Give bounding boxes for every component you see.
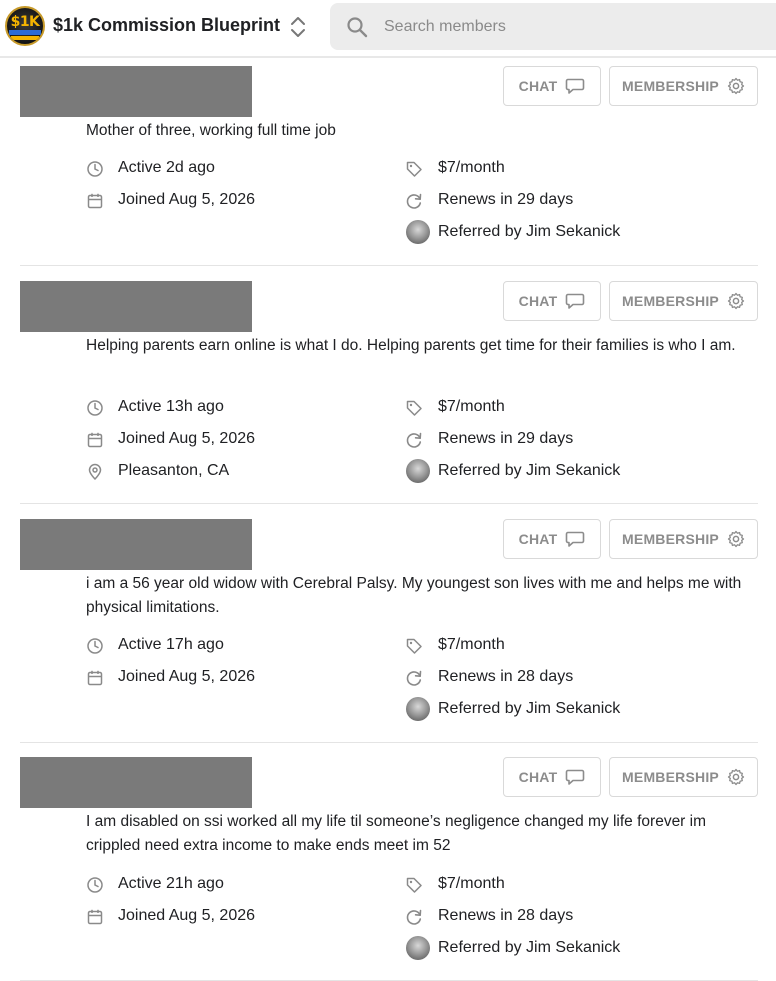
chat-button[interactable] <box>503 66 601 106</box>
membership-button[interactable] <box>609 66 758 106</box>
clock-icon <box>86 876 104 894</box>
group-logo[interactable] <box>5 6 45 46</box>
renew-icon <box>405 431 423 449</box>
membership-renewal: Renews in 28 days <box>438 907 574 924</box>
membership-price: $7/month <box>438 159 505 176</box>
price-tag-icon <box>405 876 423 894</box>
membership-price: $7/month <box>438 398 505 415</box>
member-last-active: Active 17h ago <box>118 636 224 653</box>
renew-icon <box>405 908 423 926</box>
membership-price: $7/month <box>438 636 505 653</box>
member-bio: i am a 56 year old widow with Cerebral Palsy. My youngest son lives with me and helps me with physical limitations. <box>86 575 742 616</box>
price-tag-icon <box>405 160 423 178</box>
clock-icon <box>86 160 104 178</box>
group-name[interactable]: $1k Commission Blueprint <box>53 15 281 35</box>
membership-button[interactable] <box>609 519 758 559</box>
member-avatar-redacted[interactable] <box>20 519 252 570</box>
top-bar <box>0 0 776 58</box>
calendar-icon <box>86 908 104 926</box>
calendar-icon <box>86 192 104 210</box>
member-last-active: Active 21h ago <box>118 875 224 892</box>
chat-button[interactable] <box>503 281 601 321</box>
gear-icon <box>727 768 745 786</box>
member-avatar-redacted[interactable] <box>20 281 252 332</box>
gear-icon <box>727 292 745 310</box>
price-tag-icon <box>405 637 423 655</box>
chat-button-label: CHAT <box>518 531 558 547</box>
referred-by-link[interactable]: Referred by Jim Sekanick <box>438 939 621 956</box>
clock-icon <box>86 637 104 655</box>
referrer-avatar[interactable] <box>406 936 430 960</box>
referred-by-link[interactable]: Referred by Jim Sekanick <box>438 223 621 240</box>
member-bio: I am disabled on ssi worked all my life til someone’s negligence changed my life forever im crippled need extra income to make ends meet im 52 <box>86 813 707 854</box>
member-joined-date: Joined Aug 5, 2026 <box>118 430 256 447</box>
referred-by-link[interactable]: Referred by Jim Sekanick <box>438 462 621 479</box>
search-bar[interactable] <box>330 3 776 50</box>
member-divider <box>20 742 758 743</box>
referrer-avatar[interactable] <box>406 459 430 483</box>
chat-icon <box>565 77 585 95</box>
search-input[interactable] <box>384 13 764 41</box>
referred-by-link[interactable]: Referred by Jim Sekanick <box>438 700 621 717</box>
member-last-active: Active 2d ago <box>118 159 215 176</box>
member-joined-date: Joined Aug 5, 2026 <box>118 907 256 924</box>
membership-button-label: MEMBERSHIP <box>622 769 719 785</box>
chat-button[interactable] <box>503 757 601 797</box>
member-joined-date: Joined Aug 5, 2026 <box>118 668 256 685</box>
membership-renewal: Renews in 29 days <box>438 430 574 447</box>
logo-text: $1K <box>10 14 40 30</box>
calendar-icon <box>86 431 104 449</box>
member-joined-date: Joined Aug 5, 2026 <box>118 191 256 208</box>
membership-button[interactable] <box>609 757 758 797</box>
chat-button-label: CHAT <box>518 293 558 309</box>
member-location: Pleasanton, CA <box>118 462 230 479</box>
member-divider <box>20 503 758 504</box>
member-bio: Helping parents earn online is what I do. Helping parents get time for their families is who I am. <box>86 337 736 354</box>
membership-button-label: MEMBERSHIP <box>622 78 719 94</box>
renew-icon <box>405 192 423 210</box>
calendar-icon <box>86 669 104 687</box>
renew-icon <box>405 669 423 687</box>
chat-icon <box>565 530 585 548</box>
location-pin-icon <box>86 463 104 481</box>
member-avatar-redacted[interactable] <box>20 757 252 808</box>
member-bio: Mother of three, working full time job <box>86 122 336 139</box>
clock-icon <box>86 399 104 417</box>
membership-renewal: Renews in 29 days <box>438 191 574 208</box>
member-avatar-redacted[interactable] <box>20 66 252 117</box>
membership-button-label: MEMBERSHIP <box>622 293 719 309</box>
referrer-avatar[interactable] <box>406 220 430 244</box>
chat-icon <box>565 292 585 310</box>
referrer-avatar[interactable] <box>406 697 430 721</box>
member-divider <box>20 265 758 266</box>
chat-button-label: CHAT <box>518 78 558 94</box>
chat-button-label: CHAT <box>518 769 558 785</box>
chevron-up-down-icon[interactable] <box>288 14 308 40</box>
search-icon <box>346 16 368 38</box>
gear-icon <box>727 77 745 95</box>
member-last-active: Active 13h ago <box>118 398 224 415</box>
membership-price: $7/month <box>438 875 505 892</box>
membership-button[interactable] <box>609 281 758 321</box>
gear-icon <box>727 530 745 548</box>
price-tag-icon <box>405 399 423 417</box>
chat-icon <box>565 768 585 786</box>
membership-renewal: Renews in 28 days <box>438 668 574 685</box>
chat-button[interactable] <box>503 519 601 559</box>
membership-button-label: MEMBERSHIP <box>622 531 719 547</box>
